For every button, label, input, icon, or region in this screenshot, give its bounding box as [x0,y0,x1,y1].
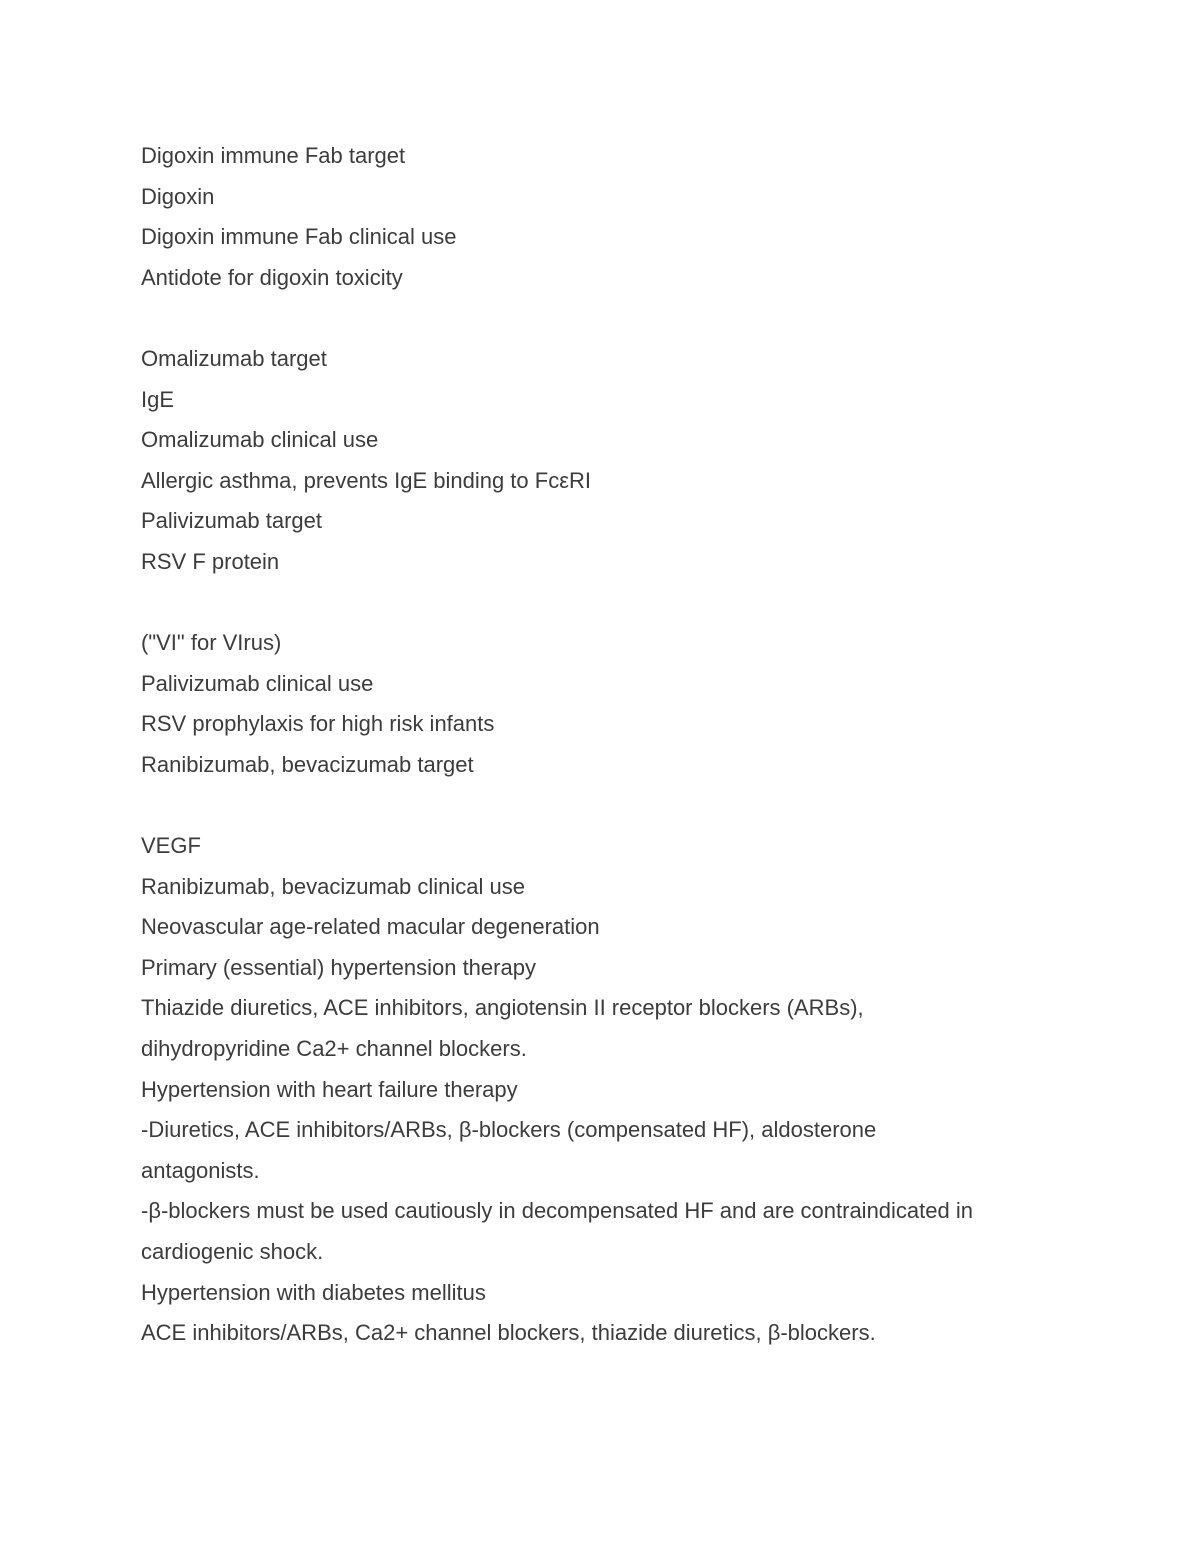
text-line: Ranibizumab, bevacizumab clinical use [141,873,525,899]
text-line: ACE inhibitors/ARBs, Ca2+ channel blockers, thiazide diuretics, β-blockers. [141,1320,876,1346]
blank-line [141,583,1101,624]
text-line: RSV prophylaxis for high risk infants [141,711,495,737]
text-line: ("VI" for VIrus) [141,630,282,656]
text-line: Omalizumab target [141,345,327,371]
text-line: VEGF [141,833,201,859]
text-line: Palivizumab clinical use [141,670,374,696]
text-line: -Diuretics, ACE inhibitors/ARBs, β-blockers (compensated HF), aldosterone [141,1117,877,1143]
text-line: antagonists. [141,1157,260,1183]
text-line: IgE [141,386,175,412]
text-line: Hypertension with diabetes mellitus [141,1279,486,1305]
text-line: Digoxin immune Fab target [141,143,406,168]
text-line: Thiazide diuretics, ACE inhibitors, angiotensin II receptor blockers (ARBs), [141,995,864,1021]
text-line: Hypertension with heart failure therapy [141,1076,518,1102]
text-line: Neovascular age-related macular degeneration [141,914,600,940]
text-line: Omalizumab clinical use [141,427,379,453]
text-line: dihydropyridine Ca2+ channel blockers. [141,1036,527,1062]
blank-line [141,786,1101,827]
text-line: Primary (essential) hypertension therapy [141,954,536,980]
text-line: Ranibizumab, bevacizumab target [141,751,474,777]
text-line: Allergic asthma, prevents IgE binding to FcεRI [141,467,592,493]
text-line: Digoxin immune Fab clinical use [141,224,457,250]
text-line: Antidote for digoxin toxicity [141,264,403,290]
text-line: Digoxin [141,183,215,209]
text-line: RSV F protein [141,548,280,574]
text-line: cardiogenic shock. [141,1239,324,1265]
document-body [141,136,1101,1354]
blank-line [141,298,1101,339]
text-line: -β-blockers must be used cautiously in decompensated HF and are contraindicated in [141,1198,973,1224]
text-line: Palivizumab target [141,508,322,534]
